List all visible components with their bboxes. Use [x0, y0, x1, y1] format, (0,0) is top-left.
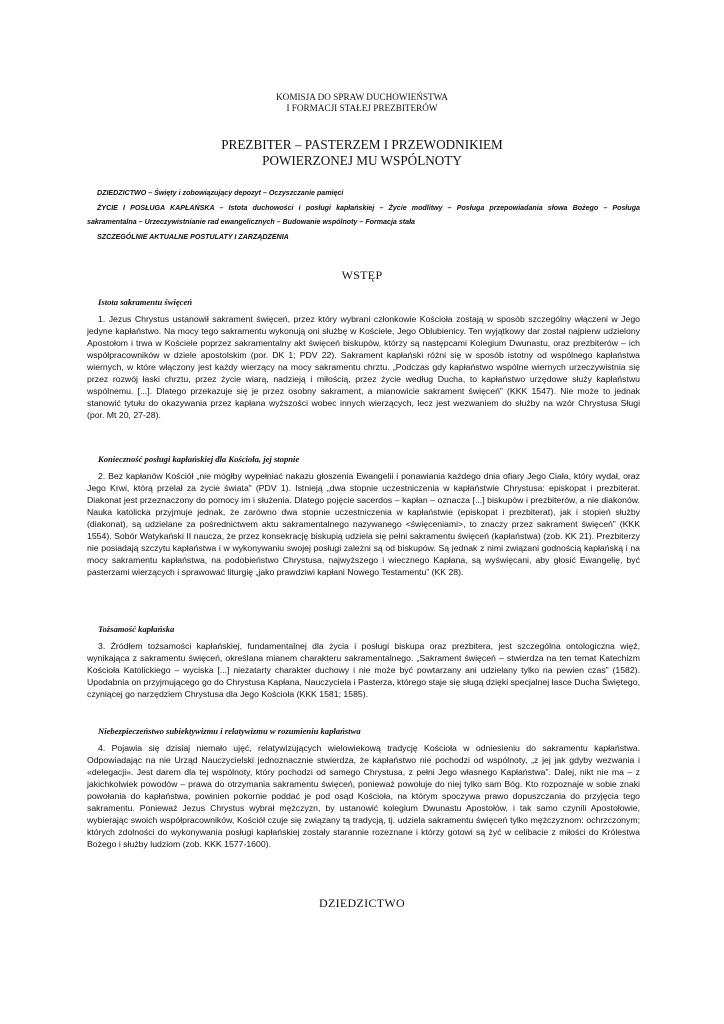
subheading-danger: Niebezpieczeństwo subiektywizmu i relatywizmu w rozumieniu kapłaństwa [98, 726, 361, 736]
paragraph-3 [87, 640, 640, 700]
paragraph-3-text: 3. Źródłem tożsamości kapłańskiej, fundamentalnej dla życia i posługi biskupa oraz prezbitera, jest szczególna ontologiczna więź, wynikająca z sakramentu święceń, określana mianem charakteru sakramentalnego. „Sakrament święceń – stwierdza na ten temat Katechizm Kościoła Katolickiego – wyciska [...] niezatarty charakter duchowy i nie może być powtarzany ani udzielany tylko na pewien czas” (1582). Upodabnia on przyjmującego go do Chrystusa Kapłana, Nauczyciela i Pasterza, którego staje się sługą dzięki specjalnej łasce Ducha Świętego, czyniącej go narzędziem Chrystusa dla Jego Kościoła (KKK 1581; 1585). [87, 641, 640, 699]
header-line-2: I FORMACJI STAŁEJ PREZBITERÓW [286, 103, 438, 113]
subheading-essence: Istota sakramentu święceń [98, 297, 193, 307]
toc-line-life-ministry: ŻYCIE I POSŁUGA KAPŁAŃSKA – Istota duchowości i posługi kapłańskiej – Życie modlitwy – Posługa przepowiadania słowa Bożego – Posługa [97, 203, 640, 212]
header-line-1: KOMISJA DO SPRAW DUCHOWIEŃSTWA [276, 92, 448, 102]
toc-line-postulates: SZCZEGÓLNIE AKTUALNE POSTULATY I ZARZĄDZENIA [97, 232, 289, 241]
commission-header [0, 92, 724, 114]
title-line-2: POWIERZONEJ MU WSPÓLNOTY [262, 153, 462, 168]
section-heading-heritage: DZIEDZICTWO [319, 896, 405, 910]
section-heading-intro: WSTĘP [341, 268, 383, 282]
document-title [0, 137, 724, 169]
toc-line-life-ministry-cont: sakramentalna – Urzeczywistnianie rad ewangelicznych – Budowanie wspólnoty – Formacja stała [87, 218, 416, 226]
paragraph-1-text: 1. Jezus Chrystus ustanowił sakrament święceń, przez który wybrani członkowie Kościoła zostają w sposób szczególny włączeni w Jego jedyne kapłaństwo. Na mocy tego sakramentu wykonują oni służbę w Kościele, Jego Oblubienicy. Ten wyjątkowy dar został najpierw udzielony Apostołom i trwa w Kościele poprzez sakramentalny akt święceń biskupów, którzy są następcami Kolegium Dwunastu, oraz prezbiterów – ich współpracowników w dziele apostolskim (por. DK 1; PDV 22). Sakrament kapłański różni się w sposób istotny od wspólnego kapłaństwa wiernych, w które włączony jest każdy wierzący na mocy sakramentu chrztu. „Podczas gdy kapłaństwo wspólne wiernych urzeczywistnia się przez rozwój łaski chrztu, przez życie wiarą, nadzieją i miłością, przez życie według Ducha, to kapłaństwo urzędowe służy kapłaństwu wspólnemu. [...]. Dlatego przekazuje się je przez osobny sakrament, a mianowicie sakrament święceń” (KKK 1547). Nie może to jednak stanowić tytułu do okazywania przez kapłana wyższości wobec innych wierzących, lecz jest wezwaniem do służby na wzór Chrystusa Sługi (por. Mt 20, 27-28). [87, 314, 640, 420]
title-line-1: PREZBITER – PASTERZEM I PRZEWODNIKIEM [221, 137, 503, 152]
paragraph-4 [87, 742, 640, 850]
paragraph-2 [87, 470, 640, 578]
subheading-necessity: Konieczność posługi kapłańskiej dla Kościoła, jej stopnie [98, 454, 300, 464]
paragraph-2-text: 2. Bez kapłanów Kościół „nie mógłby wypełniać nakazu głoszenia Ewangelii i ponawiania każdego dnia ofiary Jego Ciała, który wydał, oraz Jego Krwi, którą przelał za życie świata” (PDV 1). Istnieją „dwa stopnie uczestniczenia w kapłaństwie Chrystusa: episkopat i prezbiterat. Diakonat jest przeznaczony do pomocy im i służenia. Dlatego pojęcie sacerdos – kapłan – oznacza [...] biskupów i prezbiterów, a nie diakonów. Nauka katolicka przyjmuje jednak, że zarówno dwa stopnie uczestniczenia w kapłaństwie (episkopat i prezbiterat), jak i stopień służby (diakonat), są udzielane za pośrednictwem aktu sakramentalnego nazywanego <święceniami>, to znaczy przez sakrament święceń” (KKK 1554). Sobór Watykański II naucza, że przez konsekrację biskupią udziela się pełni sakramentu święceń (kapłaństwa) (zob. KK 21). Prezbiterzy nie posiadają szczytu kapłaństwa i w wykonywaniu swojej posługi zależni są od biskupów. Są jednak z nimi związani godnością kapłańską i na mocy sakramentu kapłaństwa, na podobieństwo Chrystusa, najwyższego i wiecznego Kapłana, są wyświęcani, aby głosić Ewangelię, być pasterzami wierzących i sprawować liturgię „jako prawdziwi kapłani Nowego Testamentu” (KK 28). [87, 471, 640, 577]
subheading-identity: Tożsamość kapłańska [98, 624, 175, 634]
toc-line-heritage: DZIEDZICTWO – Święty i zobowiązujący depozyt – Oczyszczanie pamięci [97, 189, 344, 197]
paragraph-4-text: 4. Pojawia się dzisiaj niemało ujęć, relatywizujących wielowiekową tradycję Kościoła w odniesieniu do sakramentu kapłaństwa. Odpowiadając na nie Urząd Nauczycielski jednoznacznie stwierdza, że kapłaństwo nie pochodzi od wspólnoty, „z jej jak gdyby wezwania i «delegacji». Jest darem dla tej wspólnoty, który pochodzi od samego Chrystusa, z pełni Jego własnego Kapłaństwa”. Dalej, nikt nie ma – z jakichkolwiek powodów – prawa do otrzymania sakramentu święceń, ponieważ powołuje do niej tylko sam Bóg. Kto rozpoznaje w sobie znaki powołania do kapłaństwa, powinien pokornie poddać je pod osąd Kościoła, na którym spoczywa prawo dopuszczania do przyjęcia tego sakramentu. Ponieważ Jezus Chrystus wybrał mężczyzn, by ustanowić kolegium Dwunastu Apostołów, i tak samo czynili Apostołowie, wybierając swoich współpracowników, Kościół czuje się związany tą tradycją, tj. udziela sakramentu święceń tylko mężczyznom: ochrzczonym; których zdolności do wykonywania posługi kapłańskiej zostały starannie rozeznane i którzy gotowi są żyć w celibacie z miłości do Królestwa Bożego i służby ludziom (zob. KKK 1577-1600). [87, 743, 640, 849]
paragraph-1 [87, 313, 640, 421]
table-of-contents [87, 186, 640, 244]
